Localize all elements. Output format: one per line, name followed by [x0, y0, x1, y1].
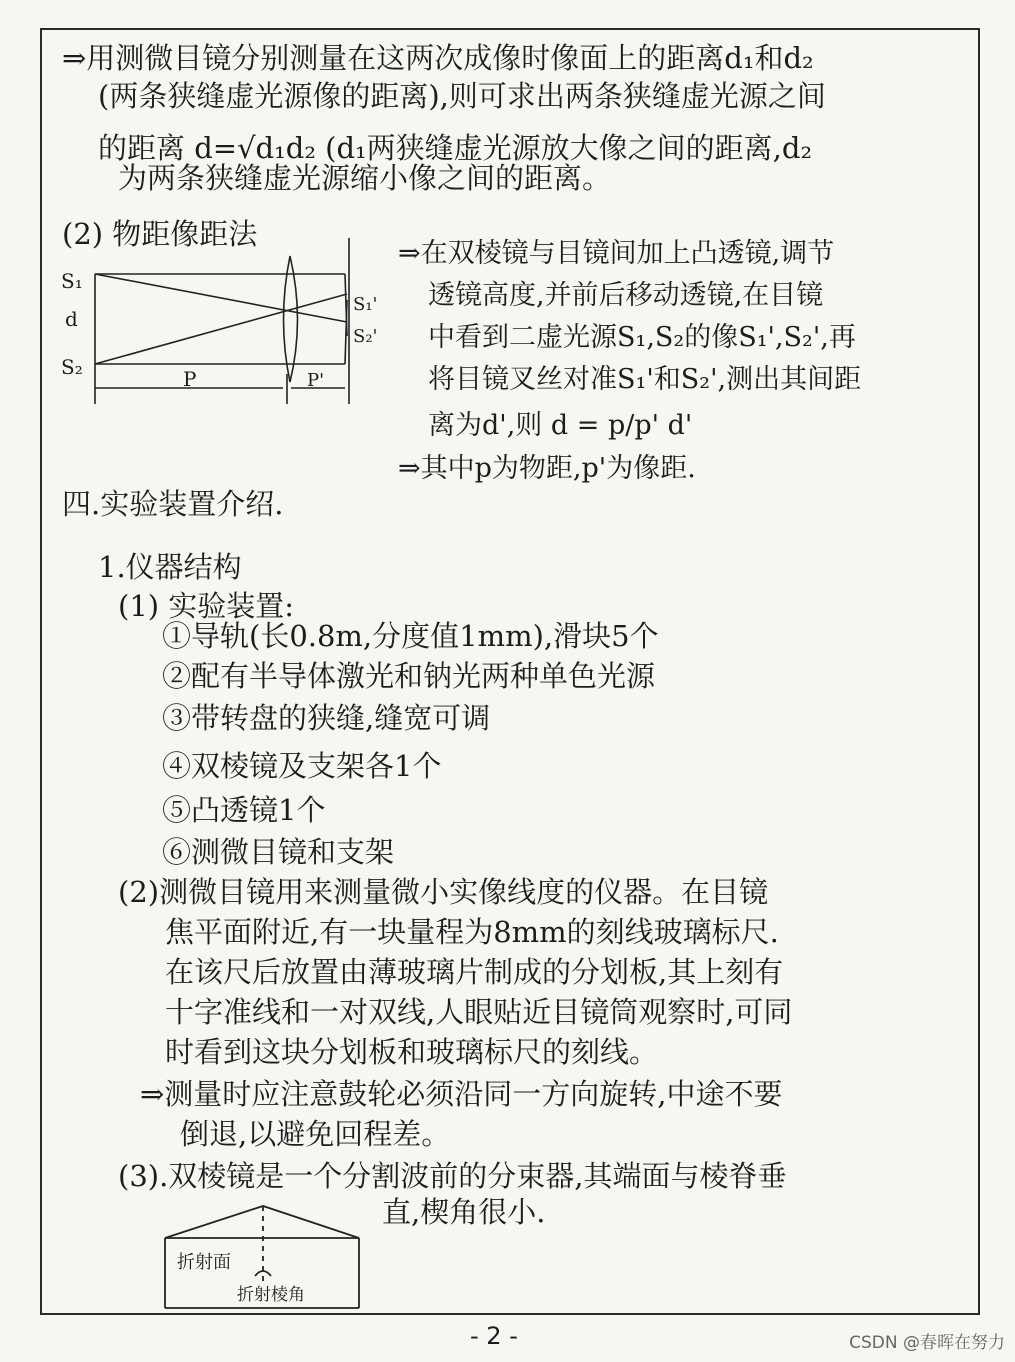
d-label: d: [65, 307, 78, 331]
text-line: 透镜高度,并前后移动透镜,在目镜: [428, 280, 824, 311]
formula-line: 离为d',则 d = p/p' d': [428, 410, 693, 441]
s2-label: S₂: [61, 355, 83, 379]
p-prime-label: P': [307, 370, 325, 391]
text-line: (2)测微目镜用来测量微小实像线度的仪器。在目镜: [118, 875, 769, 909]
biprism-diagram: [155, 1196, 370, 1314]
text-line: ⇒其中p为物距,p'为像距.: [398, 453, 696, 484]
text-line: (两条狭缝虚光源像的距离),则可求出两条狭缝虚光源之间: [98, 79, 826, 113]
text-line: 的距离 d=√d₁d₂ (d₁两狭缝虚光源放大像之间的距离,d₂: [98, 131, 813, 165]
list-item: ①导轨(长0.8m,分度值1mm),滑块5个: [162, 619, 659, 653]
section-heading: (2) 物距像距法: [62, 217, 258, 251]
watermark: CSDN @春晖在努力: [849, 1333, 1005, 1353]
list-item: ⑥测微目镜和支架: [162, 835, 395, 869]
text-line: (3).双棱镜是一个分割波前的分束器,其端面与棱脊垂: [118, 1159, 787, 1193]
refraction-face-label: 折射面: [177, 1252, 231, 1273]
text-line: ⇒在双棱镜与目镜间加上凸透镜,调节: [398, 238, 835, 269]
list-item: ⑤凸透镜1个: [162, 793, 326, 827]
s1-label: S₁: [61, 269, 83, 293]
subsection-heading: 1.仪器结构: [98, 550, 242, 584]
page-number: - 2 -: [470, 1322, 518, 1350]
text-line: 时看到这块分划板和玻璃标尺的刻线。: [165, 1035, 659, 1069]
text-line: 中看到二虚光源S₁,S₂的像S₁',S₂',再: [428, 322, 856, 353]
text-line: 十字准线和一对双线,人眼贴近目镜筒观察时,可同: [165, 995, 793, 1029]
text-line: ⇒测量时应注意鼓轮必须沿同一方向旋转,中途不要: [140, 1077, 783, 1111]
text-line: 直,楔角很小.: [382, 1195, 546, 1229]
text-line: 焦平面附近,有一块量程为8mm的刻线玻璃标尺.: [165, 915, 779, 949]
text-line: 将目镜叉丝对准S₁'和S₂',测出其间距: [428, 364, 862, 395]
text-line: (1) 实验装置:: [118, 589, 295, 623]
list-item: ④双棱镜及支架各1个: [162, 749, 442, 783]
list-item: ③带转盘的狭缝,缝宽可调: [162, 701, 491, 735]
refraction-angle-label: 折射棱角: [237, 1285, 305, 1305]
text-line: 倒退,以避免回程差。: [180, 1117, 451, 1151]
text-line: 在该尺后放置由薄玻璃片制成的分划板,其上刻有: [165, 955, 784, 989]
list-item: ②配有半导体激光和钠光两种单色光源: [162, 659, 656, 693]
s2-prime-label: S₂': [353, 326, 378, 347]
p-label: P: [183, 367, 197, 391]
text-line: ⇒用测微目镜分别测量在这两次成像时像面上的距离d₁和d₂: [62, 41, 814, 75]
text-line: 为两条狭缝虚光源缩小像之间的距离。: [118, 161, 612, 195]
section-heading: 四.实验装置介绍.: [62, 487, 284, 521]
s1-prime-label: S₁': [353, 294, 378, 315]
lens-diagram: [55, 236, 378, 416]
